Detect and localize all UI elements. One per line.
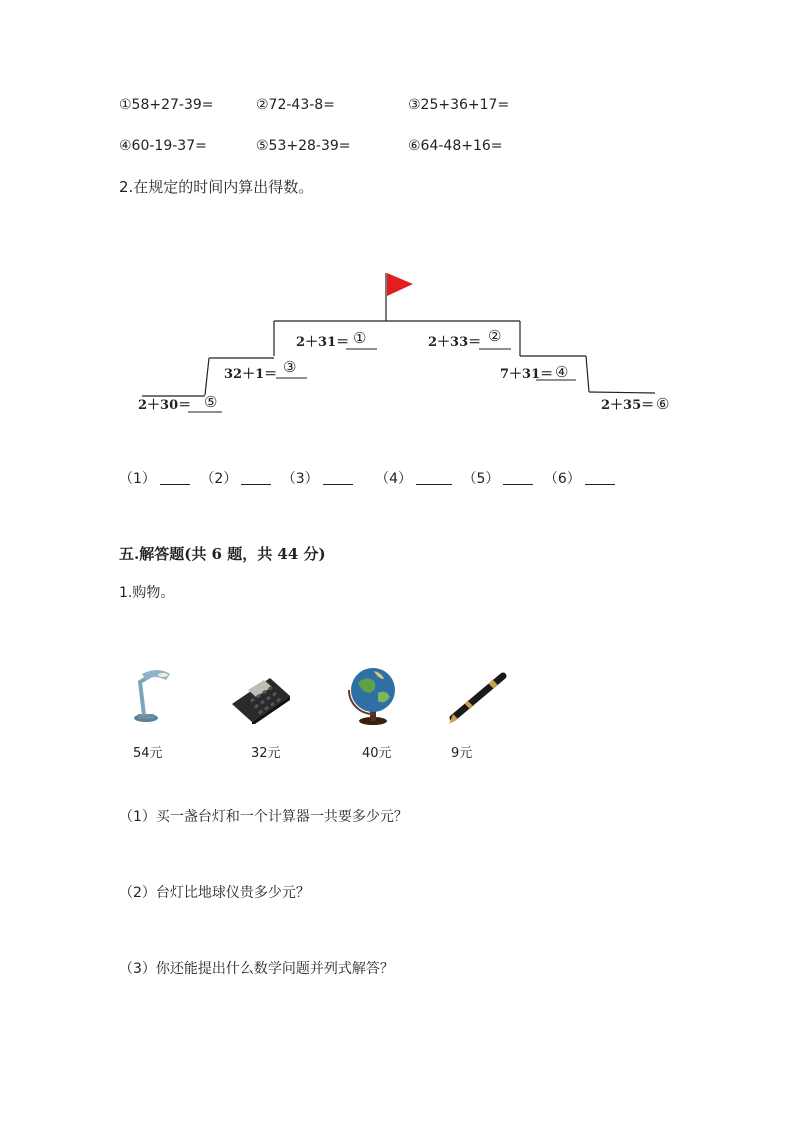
answer-blank-6[interactable] [585, 470, 615, 485]
step-mark-3: ③ [283, 358, 297, 376]
step-mark-5: ⑤ [204, 393, 218, 411]
exercise-4: ④60-19-37= [119, 138, 207, 154]
subquestion-2: （2）台灯比地球仪贵多少元？ [119, 885, 310, 901]
question-1-title: 1.购物。 [119, 585, 175, 601]
step-mark-4: ④ [555, 363, 569, 381]
exercise-3: ③25+36+17= [408, 97, 510, 113]
answer-blank-5[interactable] [503, 470, 533, 485]
exercise-6: ⑥64-48+16= [408, 138, 503, 154]
step-expr-6: 2＋35＝ [601, 398, 655, 413]
answer-blank-2[interactable] [241, 470, 271, 485]
section-5-title: 五.解答题(共 6 题，共 44 分) [119, 545, 326, 563]
answer-label-6: （6） [543, 471, 581, 487]
price-pen: 9元 [451, 746, 473, 761]
answer-label-5: （5） [462, 471, 500, 487]
staircase-diagram [0, 0, 794, 440]
answer-label-4: （4） [375, 471, 413, 487]
step-mark-2: ② [488, 327, 502, 345]
exercise-1: ①58+27-39= [119, 97, 214, 113]
price-lamp: 54元 [133, 746, 163, 761]
exercise-2: ②72-43-8= [256, 97, 335, 113]
answer-row [119, 468, 621, 488]
globe-icon [344, 663, 404, 727]
step-mark-6: ⑥ [656, 395, 670, 413]
answer-blank-4[interactable] [416, 470, 452, 485]
calculator-icon [226, 672, 292, 724]
pen-icon [445, 670, 509, 726]
answer-label-3: （3） [281, 471, 319, 487]
subquestion-1: （1）买一盏台灯和一个计算器一共要多少元？ [119, 809, 408, 825]
answer-blank-3[interactable] [323, 470, 353, 485]
price-calculator: 32元 [251, 746, 281, 761]
step-mark-1: ① [353, 329, 367, 347]
answer-label-1: （1） [119, 471, 156, 487]
step-expr-5: 2＋30＝ [138, 398, 192, 413]
answer-label-2: （2） [200, 471, 238, 487]
step-expr-4: 7＋31＝ [500, 367, 554, 382]
step-expr-2: 2＋33＝ [428, 335, 482, 350]
price-globe: 40元 [362, 746, 392, 761]
step-expr-3: 32＋1＝ [224, 367, 278, 382]
desk-lamp-icon [120, 660, 180, 725]
step-expr-1: 2＋31＝ [296, 335, 350, 350]
subquestion-3: （3）你还能提出什么数学问题并列式解答？ [119, 961, 394, 977]
answer-blank-1[interactable] [160, 470, 190, 485]
flag-icon [387, 273, 413, 296]
question-2-title: 2.在规定的时间内算出得数。 [119, 178, 314, 196]
exercise-5: ⑤53+28-39= [256, 138, 351, 154]
